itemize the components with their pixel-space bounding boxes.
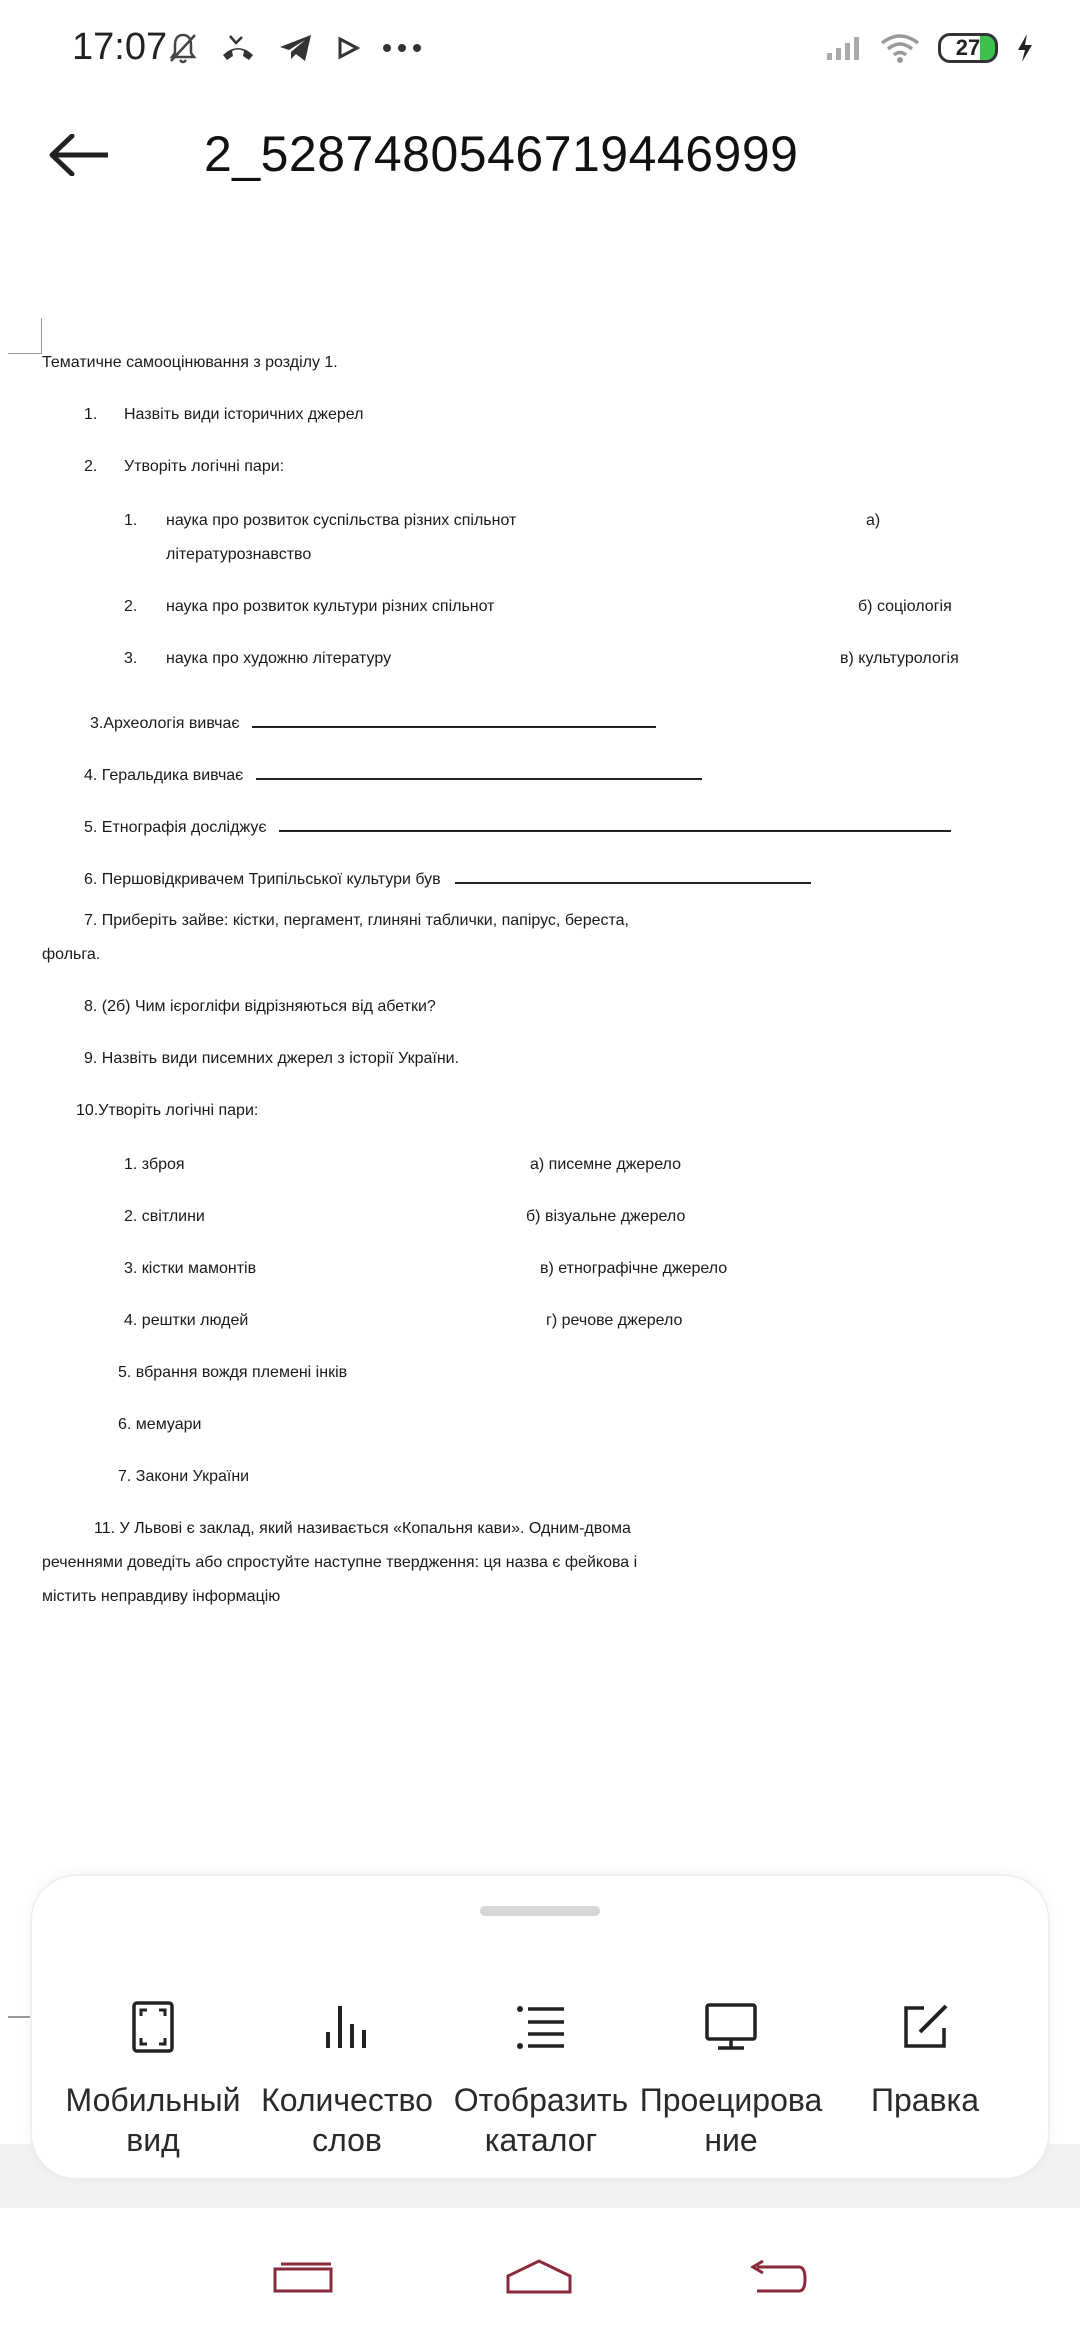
q1-number: 1.: [84, 406, 98, 423]
q8-text: 8. (2б) Чим ієрогліфи відрізняються від абетки?: [84, 998, 436, 1015]
wifi-icon: [880, 33, 920, 63]
bottom-sheet: [32, 1876, 1048, 2178]
edit-label: Правка: [870, 2082, 980, 2118]
projection-button[interactable]: [636, 1996, 826, 2160]
doc-heading: Тематичне самооцінювання з розділу 1.: [42, 354, 338, 371]
q10-pair-5-left: 5. вбрання вождя племені інків: [118, 1364, 348, 1381]
q11-line-1: 11. У Львові є заклад, який називається «Копальня кави». Одним-двома: [94, 1520, 631, 1537]
back-nav-icon: [743, 2259, 807, 2295]
show-catalog-label: Отобразить каталог: [453, 2082, 629, 2158]
q4-answer-blank[interactable]: [256, 754, 702, 780]
q6-answer-blank[interactable]: [455, 858, 811, 884]
sheet-drag-handle[interactable]: [480, 1906, 600, 1916]
projection-monitor-icon: [704, 2002, 758, 2052]
catalog-list-icon: [516, 2004, 566, 2050]
projection-label: Проецирова ние: [639, 2082, 823, 2158]
q10-pair-1-left: 1. зброя: [124, 1156, 185, 1173]
back-nav-button[interactable]: [730, 2252, 820, 2302]
q2-item-2-number: 2.: [124, 598, 138, 615]
q5-text: 5. Етнографія досліджує: [84, 819, 267, 836]
document-title: 2_5287480546719446999: [204, 126, 799, 182]
system-nav-bar: [0, 2208, 1080, 2340]
q2-item-1-wrap: літературознавство: [166, 546, 312, 563]
q2-item-3-number: 3.: [124, 650, 138, 667]
play-icon: [336, 36, 360, 60]
q10-pair-3-left: 3. кістки мамонтів: [124, 1260, 257, 1277]
mobile-view-button[interactable]: [58, 1996, 248, 2160]
more-dots-icon: [382, 43, 422, 53]
mobile-view-label: Мобильный вид: [65, 2082, 241, 2158]
signal-icon: [826, 35, 862, 61]
status-time: 17:07: [72, 26, 168, 68]
missed-call-icon: [220, 33, 256, 63]
q4-text: 4. Геральдика вивчає: [84, 767, 244, 784]
q10-pair-2-right: б) візуальне джерело: [526, 1208, 686, 1225]
q6-row: [84, 858, 811, 889]
battery-level: 27: [955, 35, 981, 60]
mobile-view-icon: [131, 2000, 175, 2054]
battery-icon: [938, 33, 998, 63]
word-count-icon: [322, 2002, 372, 2052]
telegram-icon: [278, 32, 314, 64]
q2-item-1-right: а): [866, 512, 881, 529]
q2-number: 2.: [84, 458, 98, 475]
q2-item-2-right: б) соціологія: [858, 598, 952, 615]
page-edge-mark: [8, 2016, 30, 2018]
show-catalog-button[interactable]: [446, 1996, 636, 2160]
back-button[interactable]: [44, 123, 114, 187]
q5-row: [84, 806, 951, 837]
q10-pair-3-right: в) етнографічне джерело: [540, 1260, 728, 1277]
q1-text: Назвіть види історичних джерел: [124, 406, 364, 423]
q2-text: Утворіть логічні пари:: [124, 458, 285, 475]
q10-pair-1-right: а) писемне джерело: [530, 1156, 681, 1173]
q11-line-3: містить неправдиву інформацію: [42, 1588, 281, 1605]
recent-apps-button[interactable]: [258, 2252, 348, 2302]
q10-pair-4-left: 4. рештки людей: [124, 1312, 249, 1329]
q10-text: 10.Утворіть логічні пари:: [76, 1102, 259, 1119]
q6-text: 6. Першовідкривачем Трипільської культури був: [84, 871, 441, 888]
q2-item-1-left: наука про розвиток суспільства різних спільнот: [166, 512, 517, 529]
muted-bell-icon: [168, 31, 198, 65]
home-icon: [504, 2258, 574, 2296]
word-count-button[interactable]: [252, 1996, 442, 2160]
q3-row: [90, 702, 656, 733]
edit-icon: [900, 2002, 950, 2052]
q7-line-1: 7. Приберіть зайве: кістки, пергамент, глиняні таблички, папірус, береста,: [84, 912, 629, 929]
status-bar: [0, 0, 1080, 100]
q3-text: 3.Археологія вивчає: [90, 715, 240, 732]
recent-apps-icon: [273, 2260, 333, 2294]
word-count-label: Количество слов: [261, 2082, 433, 2158]
status-notification-icons: [168, 28, 422, 68]
back-arrow-icon: [48, 134, 110, 176]
q7-line-2: фольга.: [42, 946, 101, 963]
q2-item-2-left: наука про розвиток культури різних спільнот: [166, 598, 495, 615]
q2-item-1-number: 1.: [124, 512, 138, 529]
edit-button[interactable]: [830, 1996, 1020, 2120]
q3-answer-blank[interactable]: [252, 702, 656, 728]
q10-pair-6-left: 6. мемуари: [118, 1416, 202, 1433]
q11-line-2: реченнями доведіть або спростуйте наступне твердження: ця назва є фейкова і: [42, 1554, 638, 1571]
charging-icon: [1016, 33, 1034, 63]
q10-pair-7-left: 7. Закони України: [118, 1468, 250, 1485]
page-corner-mark: [8, 318, 42, 354]
q9-text: 9. Назвіть види писемних джерел з історії України.: [84, 1050, 460, 1067]
title-bar: [0, 105, 1080, 205]
q2-item-3-right: в) культурологія: [840, 650, 959, 667]
home-button[interactable]: [494, 2252, 584, 2302]
q5-answer-blank[interactable]: [279, 806, 951, 832]
q10-pair-4-right: г) речове джерело: [546, 1312, 683, 1329]
q2-item-3-left: наука про художню літературу: [166, 650, 392, 667]
q10-pair-2-left: 2. світлини: [124, 1208, 205, 1225]
status-system-icons: [826, 28, 1034, 68]
q4-row: [84, 754, 702, 785]
